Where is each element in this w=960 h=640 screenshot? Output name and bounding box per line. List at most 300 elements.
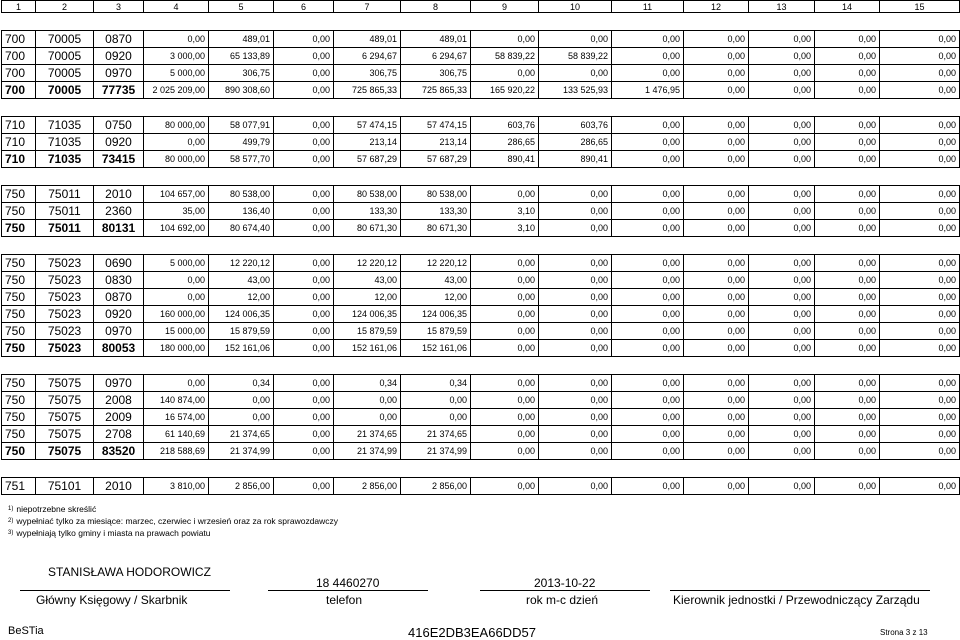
amount-cell: 57 474,15 (401, 117, 471, 134)
amount-cell: 15 879,59 (401, 323, 471, 340)
amount-cell: 499,79 (209, 134, 274, 151)
amount-cell: 0,00 (815, 443, 880, 460)
amount-cell: 58 839,22 (539, 48, 612, 65)
amount-cell: 0,00 (749, 82, 815, 99)
amount-cell: 0,00 (749, 340, 815, 357)
amount-cell: 0,00 (209, 409, 274, 426)
amount-cell: 286,65 (471, 134, 539, 151)
amount-cell: 725 865,33 (401, 82, 471, 99)
amount-cell: 0,00 (471, 409, 539, 426)
paragraph-cell: 2010 (94, 478, 144, 495)
amount-cell: 0,00 (880, 340, 960, 357)
amount-cell: 57 687,29 (401, 151, 471, 168)
table-row (2, 426, 960, 443)
report-table (1, 0, 960, 495)
group-separator (2, 237, 960, 255)
amount-cell: 0,00 (815, 48, 880, 65)
head-caption: Kierownik jednostki / Przewodniczący Zarządu (673, 593, 920, 607)
amount-cell: 152 161,06 (334, 340, 401, 357)
amount-cell: 0,00 (815, 409, 880, 426)
amount-cell: 0,00 (471, 65, 539, 82)
amount-cell: 21 374,99 (401, 443, 471, 460)
chapter-cell: 700 (2, 82, 36, 99)
amount-cell: 80 538,00 (334, 186, 401, 203)
paragraph-cell: 0970 (94, 65, 144, 82)
amount-cell: 0,00 (880, 272, 960, 289)
amount-cell: 3,10 (471, 220, 539, 237)
amount-cell: 0,00 (274, 31, 334, 48)
amount-cell: 0,00 (612, 117, 684, 134)
amount-cell: 0,00 (815, 340, 880, 357)
amount-cell: 165 920,22 (471, 82, 539, 99)
amount-cell: 0,00 (274, 117, 334, 134)
accountant-name: STANISŁAWA HODOROWICZ (48, 565, 211, 579)
amount-cell: 0,00 (815, 392, 880, 409)
amount-cell: 0,00 (274, 82, 334, 99)
paragraph-cell: 0920 (94, 306, 144, 323)
amount-cell: 0,00 (401, 392, 471, 409)
column-number: 9 (471, 1, 539, 13)
amount-cell: 0,00 (684, 392, 749, 409)
separator-cell (2, 168, 960, 186)
amount-cell: 0,00 (749, 255, 815, 272)
amount-cell: 0,00 (815, 255, 880, 272)
amount-cell: 0,34 (334, 375, 401, 392)
amount-cell: 0,00 (684, 31, 749, 48)
table-total-row (2, 82, 960, 99)
amount-cell: 0,34 (401, 375, 471, 392)
amount-cell: 0,00 (880, 306, 960, 323)
table-row (2, 255, 960, 272)
amount-cell: 0,00 (815, 65, 880, 82)
amount-cell: 1 476,95 (612, 82, 684, 99)
paragraph-cell: 0830 (94, 272, 144, 289)
amount-cell: 0,00 (749, 151, 815, 168)
amount-cell: 15 879,59 (334, 323, 401, 340)
footer-document-id: 416E2DB3EA66DD57 (408, 625, 536, 640)
amount-cell: 0,00 (274, 443, 334, 460)
amount-cell: 0,00 (539, 443, 612, 460)
amount-cell: 0,00 (274, 220, 334, 237)
amount-cell: 124 006,35 (401, 306, 471, 323)
column-number: 11 (612, 1, 684, 13)
chapter-cell: 750 (2, 340, 36, 357)
amount-cell: 0,00 (815, 289, 880, 306)
group-separator (2, 460, 960, 478)
amount-cell: 12 220,12 (209, 255, 274, 272)
amount-cell: 12,00 (209, 289, 274, 306)
amount-cell: 180 000,00 (144, 340, 209, 357)
amount-cell: 0,34 (209, 375, 274, 392)
amount-cell: 57 687,29 (334, 151, 401, 168)
amount-cell: 0,00 (612, 323, 684, 340)
chapter-cell: 750 (2, 375, 36, 392)
amount-cell: 21 374,65 (209, 426, 274, 443)
amount-cell: 140 874,00 (144, 392, 209, 409)
amount-cell: 286,65 (539, 134, 612, 151)
amount-cell: 0,00 (539, 220, 612, 237)
amount-cell: 0,00 (539, 31, 612, 48)
amount-cell: 0,00 (471, 306, 539, 323)
amount-cell: 0,00 (612, 340, 684, 357)
amount-cell: 0,00 (815, 134, 880, 151)
amount-cell: 0,00 (144, 134, 209, 151)
amount-cell: 58 077,91 (209, 117, 274, 134)
paragraph-cell: 0920 (94, 134, 144, 151)
section-cell: 70005 (36, 82, 94, 99)
amount-cell: 0,00 (539, 203, 612, 220)
amount-cell: 218 588,69 (144, 443, 209, 460)
amount-cell: 0,00 (684, 272, 749, 289)
amount-cell: 0,00 (880, 289, 960, 306)
amount-cell: 65 133,89 (209, 48, 274, 65)
section-cell: 75023 (36, 255, 94, 272)
amount-cell: 2 025 209,00 (144, 82, 209, 99)
amount-cell: 0,00 (749, 289, 815, 306)
footer-app-name: BeSTia (8, 625, 44, 637)
amount-cell: 0,00 (612, 392, 684, 409)
amount-cell: 0,00 (749, 203, 815, 220)
footnote-2: $^{2)}$ wypełniać tylko za miesiące: marzec, czerwiec i wrzesień oraz za rok sprawozdawczy (8, 516, 339, 526)
amount-cell: 0,00 (749, 220, 815, 237)
amount-cell: 3,10 (471, 203, 539, 220)
paragraph-cell: 0690 (94, 255, 144, 272)
amount-cell: 21 374,65 (401, 426, 471, 443)
amount-cell: 0,00 (749, 323, 815, 340)
amount-cell: 0,00 (684, 186, 749, 203)
group-separator (2, 357, 960, 375)
amount-cell: 3 000,00 (144, 48, 209, 65)
separator-cell (2, 13, 960, 31)
table-total-row (2, 340, 960, 357)
amount-cell: 0,00 (684, 289, 749, 306)
amount-cell: 0,00 (539, 392, 612, 409)
amount-cell: 16 574,00 (144, 409, 209, 426)
amount-cell: 0,00 (274, 392, 334, 409)
paragraph-cell: 80053 (94, 340, 144, 357)
amount-cell: 0,00 (274, 289, 334, 306)
amount-cell: 0,00 (612, 31, 684, 48)
amount-cell: 152 161,06 (401, 340, 471, 357)
column-number: 15 (880, 1, 960, 13)
amount-cell: 0,00 (612, 134, 684, 151)
amount-cell: 0,00 (684, 323, 749, 340)
table-row (2, 409, 960, 426)
amount-cell: 0,00 (471, 478, 539, 495)
date-caption: rok m-c dzień (526, 593, 599, 607)
amount-cell: 0,00 (749, 375, 815, 392)
column-number: 5 (209, 1, 274, 13)
column-number: 10 (539, 1, 612, 13)
amount-cell: 0,00 (880, 323, 960, 340)
table-total-row (2, 151, 960, 168)
amount-cell: 0,00 (539, 426, 612, 443)
amount-cell: 0,00 (612, 409, 684, 426)
amount-cell: 58 577,70 (209, 151, 274, 168)
amount-cell: 80 674,40 (209, 220, 274, 237)
paragraph-cell: 0870 (94, 289, 144, 306)
amount-cell: 133 525,93 (539, 82, 612, 99)
amount-cell: 0,00 (815, 220, 880, 237)
amount-cell: 5 000,00 (144, 255, 209, 272)
date-value: 2013-10-22 (534, 576, 596, 590)
section-cell: 71035 (36, 134, 94, 151)
amount-cell: 0,00 (880, 31, 960, 48)
paragraph-cell: 2708 (94, 426, 144, 443)
section-cell: 75023 (36, 306, 94, 323)
section-cell: 75075 (36, 443, 94, 460)
column-number: 6 (274, 1, 334, 13)
amount-cell: 306,75 (209, 65, 274, 82)
amount-cell: 0,00 (684, 375, 749, 392)
amount-cell: 489,01 (401, 31, 471, 48)
amount-cell: 0,00 (815, 306, 880, 323)
column-number: 13 (749, 1, 815, 13)
amount-cell: 890,41 (471, 151, 539, 168)
group-separator (2, 99, 960, 117)
amount-cell: 0,00 (274, 375, 334, 392)
chapter-cell: 750 (2, 289, 36, 306)
amount-cell: 80 671,30 (401, 220, 471, 237)
amount-cell: 0,00 (749, 117, 815, 134)
amount-cell: 0,00 (144, 31, 209, 48)
amount-cell: 43,00 (334, 272, 401, 289)
amount-cell: 0,00 (612, 289, 684, 306)
amount-cell: 0,00 (684, 65, 749, 82)
amount-cell: 0,00 (144, 272, 209, 289)
amount-cell: 0,00 (815, 323, 880, 340)
amount-cell: 80 000,00 (144, 151, 209, 168)
amount-cell: 6 294,67 (334, 48, 401, 65)
table-row (2, 306, 960, 323)
table-row (2, 203, 960, 220)
amount-cell: 0,00 (684, 203, 749, 220)
accountant-signature-line (20, 590, 230, 591)
amount-cell: 0,00 (684, 443, 749, 460)
amount-cell: 0,00 (815, 82, 880, 99)
paragraph-cell: 83520 (94, 443, 144, 460)
amount-cell: 0,00 (539, 409, 612, 426)
amount-cell: 124 006,35 (209, 306, 274, 323)
amount-cell: 0,00 (209, 392, 274, 409)
amount-cell: 0,00 (880, 478, 960, 495)
amount-cell: 0,00 (612, 65, 684, 82)
amount-cell: 0,00 (539, 65, 612, 82)
chapter-cell: 750 (2, 392, 36, 409)
section-cell: 75023 (36, 289, 94, 306)
section-cell: 75011 (36, 220, 94, 237)
amount-cell: 12,00 (334, 289, 401, 306)
separator-cell (2, 357, 960, 375)
table-row (2, 478, 960, 495)
date-line (480, 590, 650, 591)
amount-cell: 0,00 (815, 151, 880, 168)
section-cell: 70005 (36, 31, 94, 48)
amount-cell: 0,00 (612, 443, 684, 460)
table-row (2, 117, 960, 134)
table-row (2, 392, 960, 409)
phone-value: 18 4460270 (316, 576, 380, 590)
table-row (2, 289, 960, 306)
amount-cell: 0,00 (815, 426, 880, 443)
amount-cell: 0,00 (612, 272, 684, 289)
paragraph-cell: 0920 (94, 48, 144, 65)
amount-cell: 0,00 (471, 255, 539, 272)
chapter-cell: 700 (2, 65, 36, 82)
table-total-row (2, 443, 960, 460)
section-cell: 71035 (36, 151, 94, 168)
amount-cell: 21 374,99 (209, 443, 274, 460)
paragraph-cell: 0870 (94, 31, 144, 48)
amount-cell: 0,00 (274, 203, 334, 220)
section-cell: 75075 (36, 392, 94, 409)
amount-cell: 15 000,00 (144, 323, 209, 340)
amount-cell: 0,00 (539, 272, 612, 289)
amount-cell: 0,00 (749, 392, 815, 409)
amount-cell: 80 538,00 (209, 186, 274, 203)
amount-cell: 0,00 (880, 409, 960, 426)
amount-cell: 306,75 (401, 65, 471, 82)
amount-cell: 0,00 (684, 220, 749, 237)
amount-cell: 0,00 (471, 443, 539, 460)
amount-cell: 0,00 (274, 409, 334, 426)
table-row (2, 134, 960, 151)
amount-cell: 0,00 (539, 289, 612, 306)
table-row (2, 272, 960, 289)
amount-cell: 489,01 (209, 31, 274, 48)
amount-cell: 0,00 (274, 323, 334, 340)
amount-cell: 0,00 (274, 426, 334, 443)
paragraph-cell: 2360 (94, 203, 144, 220)
chapter-cell: 750 (2, 323, 36, 340)
amount-cell: 0,00 (749, 31, 815, 48)
group-separator (2, 168, 960, 186)
amount-cell: 2 856,00 (401, 478, 471, 495)
amount-cell: 0,00 (880, 186, 960, 203)
separator-cell (2, 460, 960, 478)
chapter-cell: 700 (2, 48, 36, 65)
amount-cell: 0,00 (749, 186, 815, 203)
section-cell: 75075 (36, 375, 94, 392)
paragraph-cell: 0970 (94, 375, 144, 392)
paragraph-cell: 2008 (94, 392, 144, 409)
amount-cell: 0,00 (274, 272, 334, 289)
amount-cell: 489,01 (334, 31, 401, 48)
amount-cell: 0,00 (880, 392, 960, 409)
table-row (2, 48, 960, 65)
chapter-cell: 750 (2, 409, 36, 426)
table-row (2, 323, 960, 340)
amount-cell: 15 879,59 (209, 323, 274, 340)
paragraph-cell: 2009 (94, 409, 144, 426)
amount-cell: 6 294,67 (401, 48, 471, 65)
amount-cell: 136,40 (209, 203, 274, 220)
amount-cell: 306,75 (334, 65, 401, 82)
chapter-cell: 710 (2, 117, 36, 134)
amount-cell: 0,00 (880, 443, 960, 460)
amount-cell: 0,00 (749, 426, 815, 443)
amount-cell: 0,00 (274, 186, 334, 203)
amount-cell: 0,00 (612, 426, 684, 443)
chapter-cell: 700 (2, 31, 36, 48)
amount-cell: 43,00 (401, 272, 471, 289)
chapter-cell: 750 (2, 203, 36, 220)
amount-cell: 0,00 (684, 409, 749, 426)
amount-cell: 0,00 (539, 478, 612, 495)
section-cell: 71035 (36, 117, 94, 134)
column-number: 8 (401, 1, 471, 13)
amount-cell: 12,00 (401, 289, 471, 306)
amount-cell: 0,00 (749, 409, 815, 426)
amount-cell: 0,00 (471, 340, 539, 357)
amount-cell: 0,00 (880, 65, 960, 82)
amount-cell: 0,00 (880, 151, 960, 168)
amount-cell: 0,00 (471, 375, 539, 392)
phone-caption: telefon (326, 593, 363, 607)
amount-cell: 0,00 (274, 478, 334, 495)
table-total-row (2, 220, 960, 237)
amount-cell: 0,00 (815, 117, 880, 134)
footnote-3: $^{3)}$ wypełniają tylko gminy i miasta na prawach powiatu (8, 528, 211, 538)
amount-cell: 2 856,00 (209, 478, 274, 495)
chapter-cell: 750 (2, 272, 36, 289)
amount-cell: 12 220,12 (334, 255, 401, 272)
table-row (2, 31, 960, 48)
amount-cell: 0,00 (274, 306, 334, 323)
head-signature-line (670, 590, 930, 591)
paragraph-cell: 80131 (94, 220, 144, 237)
amount-cell: 104 657,00 (144, 186, 209, 203)
chapter-cell: 750 (2, 255, 36, 272)
amount-cell: 152 161,06 (209, 340, 274, 357)
table-row (2, 375, 960, 392)
amount-cell: 0,00 (274, 151, 334, 168)
amount-cell: 0,00 (144, 375, 209, 392)
amount-cell: 0,00 (274, 340, 334, 357)
amount-cell: 603,76 (471, 117, 539, 134)
amount-cell: 0,00 (401, 409, 471, 426)
column-number: 4 (144, 1, 209, 13)
table-row (2, 186, 960, 203)
amount-cell: 0,00 (815, 272, 880, 289)
amount-cell: 12 220,12 (401, 255, 471, 272)
paragraph-cell: 0750 (94, 117, 144, 134)
amount-cell: 0,00 (539, 306, 612, 323)
amount-cell: 21 374,99 (334, 443, 401, 460)
paragraph-cell: 0970 (94, 323, 144, 340)
amount-cell: 0,00 (880, 82, 960, 99)
amount-cell: 21 374,65 (334, 426, 401, 443)
amount-cell: 890 308,60 (209, 82, 274, 99)
amount-cell: 160 000,00 (144, 306, 209, 323)
amount-cell: 603,76 (539, 117, 612, 134)
paragraph-cell: 77735 (94, 82, 144, 99)
amount-cell: 124 006,35 (334, 306, 401, 323)
amount-cell: 0,00 (471, 426, 539, 443)
amount-cell: 0,00 (749, 478, 815, 495)
chapter-cell: 750 (2, 426, 36, 443)
table-row (2, 65, 960, 82)
chapter-cell: 750 (2, 220, 36, 237)
amount-cell: 0,00 (880, 117, 960, 134)
amount-cell: 0,00 (612, 220, 684, 237)
amount-cell: 0,00 (539, 323, 612, 340)
amount-cell: 61 140,69 (144, 426, 209, 443)
column-number: 7 (334, 1, 401, 13)
section-cell: 75101 (36, 478, 94, 495)
amount-cell: 0,00 (612, 375, 684, 392)
column-number: 14 (815, 1, 880, 13)
